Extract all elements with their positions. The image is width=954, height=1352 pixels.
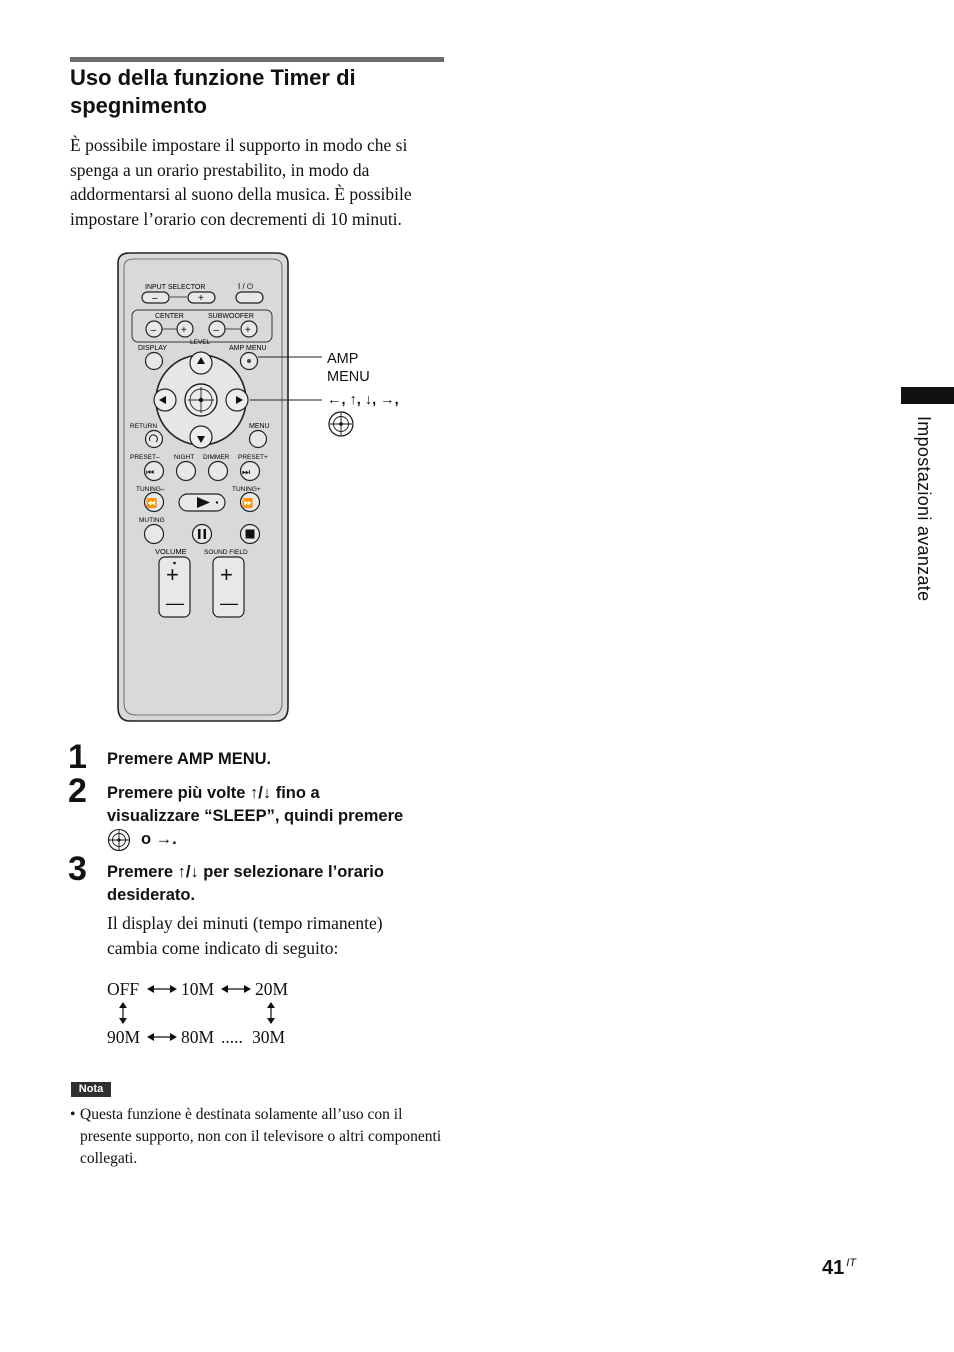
- pause-button: [193, 525, 212, 544]
- callout-amp-menu-line1: AMP: [327, 351, 359, 367]
- svg-text:–: –: [150, 325, 157, 336]
- label-power: I / ⏻: [238, 282, 254, 291]
- step-3-text: [107, 861, 452, 906]
- step-3-body: Il display dei minuti (tempo rimanente) cambia come indicato di seguito:: [107, 913, 383, 958]
- svg-text:⏪: ⏪: [146, 498, 158, 508]
- callout-amp-menu: [327, 350, 370, 386]
- display-button: [146, 353, 163, 370]
- svg-text:+: +: [245, 325, 251, 336]
- seq-90m: 90M: [107, 1027, 141, 1047]
- step-3-number: 3: [68, 850, 87, 888]
- double-arrow-icon: [147, 983, 177, 995]
- label-center: CENTER: [155, 313, 184, 320]
- side-tab-marker: [901, 387, 954, 404]
- step-2-text: [107, 782, 452, 852]
- return-button: [146, 431, 163, 448]
- enter-icon: [327, 410, 355, 438]
- svg-text:⏮: ⏮: [146, 467, 155, 477]
- step-3-line2: desiderato.: [107, 885, 196, 904]
- seq-10m: 10M: [181, 979, 215, 999]
- step-1-number: 1: [68, 738, 87, 776]
- label-preset-plus: PRESET+: [238, 454, 268, 461]
- svg-text:+: +: [166, 562, 179, 587]
- label-level: LEVEL: [190, 339, 211, 346]
- label-volume: VOLUME: [155, 547, 187, 556]
- label-return: RETURN: [130, 423, 158, 430]
- svg-text:+: +: [220, 562, 233, 587]
- note-item: • Questa funzione è destinata solamente all’uso con il presente supporto, non con il televisore o altri componenti collegati.: [70, 1104, 450, 1170]
- power-button: [236, 292, 263, 303]
- label-input-selector: INPUT SELECTOR: [145, 284, 206, 291]
- step-3-line1: Premere ↑/↓ per selezionare l’orario: [107, 863, 384, 881]
- svg-text:⏭: ⏭: [242, 467, 251, 477]
- seq-20m: 20M: [255, 979, 289, 999]
- seq-30m: 30M: [252, 1027, 286, 1047]
- label-muting: MUTING: [139, 517, 165, 524]
- seq-80m: 80M: [181, 1027, 215, 1047]
- vertical-double-arrow-icon: [266, 1002, 276, 1024]
- seq-off: OFF: [107, 979, 140, 999]
- label-tuning-plus: TUNING+: [232, 486, 261, 493]
- enter-icon-inline: [107, 828, 131, 852]
- label-tuning-minus: TUNING–: [136, 486, 165, 493]
- dimmer-button: [209, 462, 228, 481]
- seq-dots: .....: [221, 1027, 243, 1047]
- svg-text:—: —: [220, 593, 238, 613]
- callout-arrows: ←, ↑, ↓, →,: [327, 392, 399, 408]
- double-arrow-icon: [221, 983, 251, 995]
- label-amp-menu: AMP MENU: [229, 345, 267, 352]
- vertical-double-arrow-icon: [118, 1002, 128, 1024]
- note-badge: Nota: [71, 1082, 111, 1097]
- step-2-line1: Premere più volte ↑/↓ fino a: [107, 784, 320, 802]
- callout-amp-menu-line2: MENU: [327, 369, 370, 385]
- sleep-sequence: [107, 978, 407, 1048]
- side-tab-label: Impostazioni avanzate: [914, 416, 934, 602]
- label-display: DISPLAY: [138, 345, 168, 352]
- label-preset-minus: PRESET–: [130, 454, 160, 461]
- svg-text:+: +: [181, 325, 187, 336]
- label-subwoofer: SUBWOOFER: [208, 313, 254, 320]
- night-button: [177, 462, 196, 481]
- svg-text:–: –: [213, 325, 220, 336]
- label-night: NIGHT: [174, 454, 195, 461]
- section-rule: [70, 57, 444, 62]
- step-2-number: 2: [68, 772, 87, 810]
- muting-button: [145, 525, 164, 544]
- note-text: Questa funzione è destinata solamente all’uso con il presente supporto, non con il televisore o altri componenti collegati.: [80, 1106, 442, 1167]
- label-menu: MENU: [249, 423, 270, 430]
- step-2-line2: visualizzare “SLEEP”, quindi premere: [107, 806, 404, 825]
- intro-paragraph: È possibile impostare il supporto in modo che si spenga a un orario prestabilito, in modo da addormentarsi al suono della musica. È possibile impostare l’orario con decrementi di 10 minuti.: [70, 135, 412, 229]
- page-number-value: 41: [822, 1257, 845, 1279]
- label-dimmer: DIMMER: [203, 454, 230, 461]
- menu-button: [250, 431, 267, 448]
- svg-text:+: +: [198, 293, 204, 304]
- label-sound-field: SOUND FIELD: [204, 549, 248, 556]
- remote-control-illustration: [100, 245, 410, 730]
- step-2-line3: o →.: [141, 830, 177, 849]
- step-1-text: Premere AMP MENU.: [107, 750, 272, 768]
- svg-text:⏩: ⏩: [242, 498, 254, 508]
- double-arrow-icon: [147, 1031, 177, 1043]
- page-number: [822, 1257, 856, 1280]
- page-number-suffix: IT: [846, 1257, 857, 1270]
- svg-text:—: —: [166, 593, 184, 613]
- svg-text:–: –: [152, 293, 158, 304]
- section-title: Uso della funzione Timer di spegnimento: [70, 65, 356, 118]
